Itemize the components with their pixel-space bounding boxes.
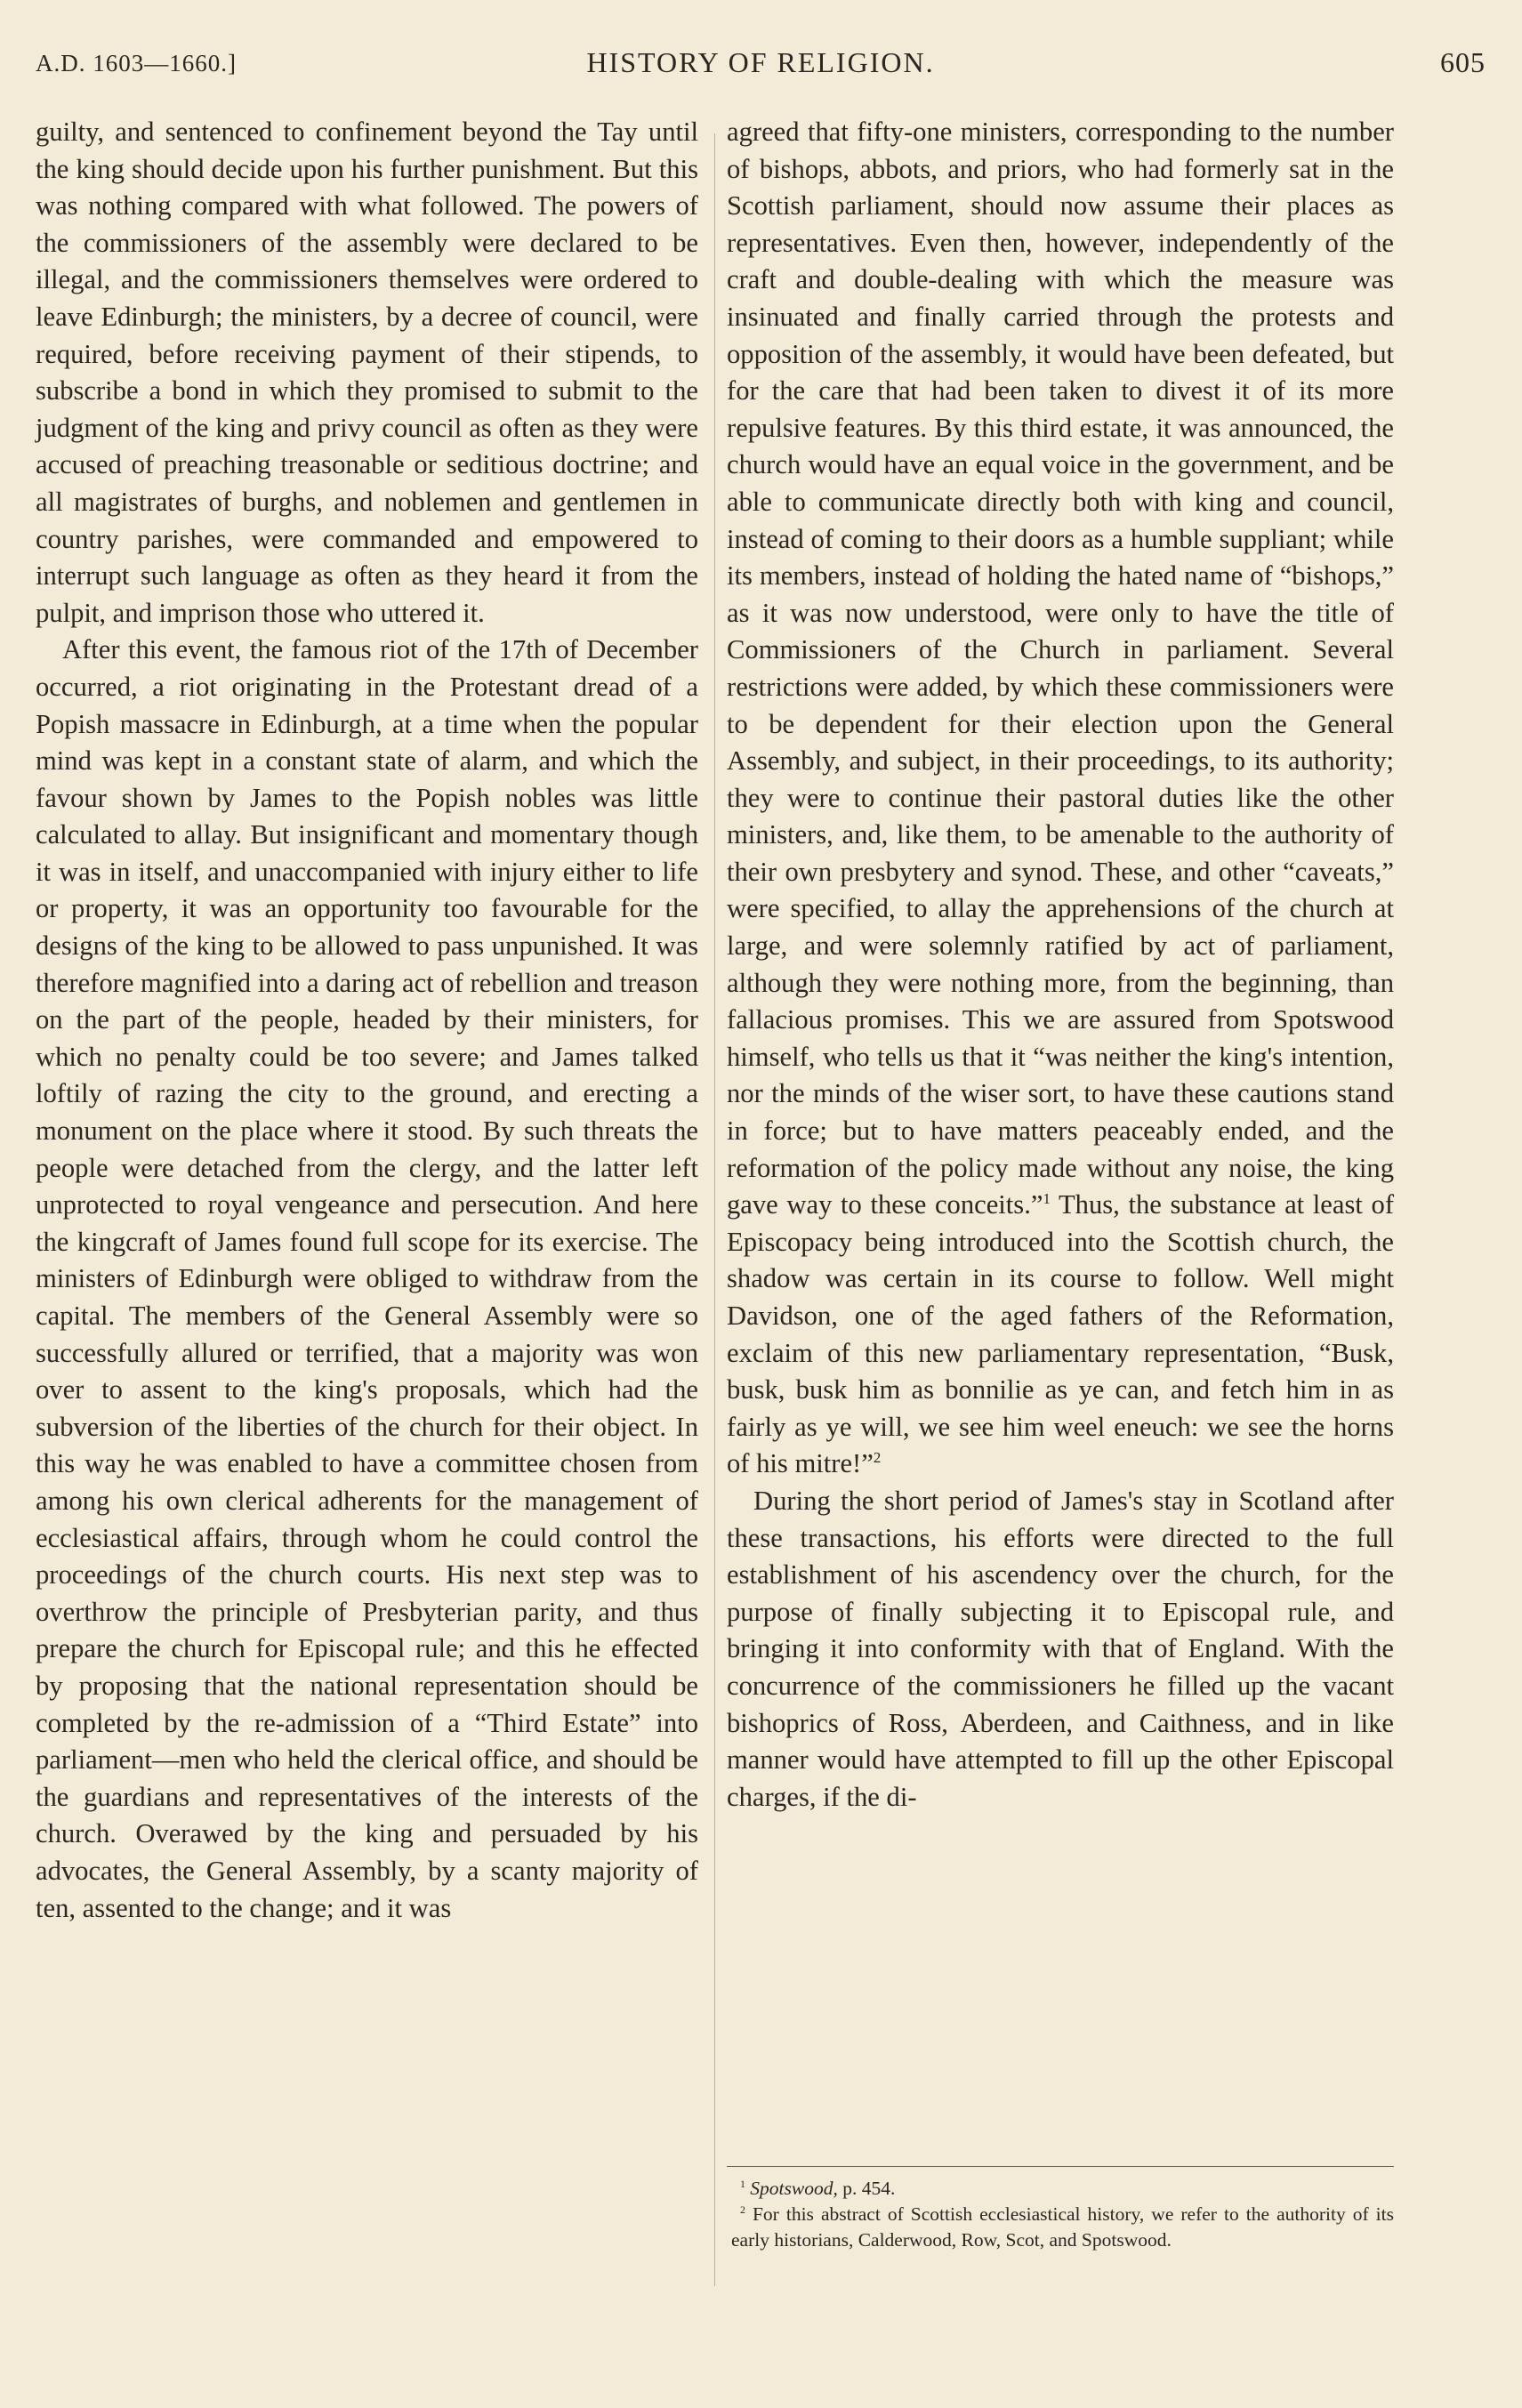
footnote-mark: 2 [740, 2203, 745, 2216]
footnote-1 [731, 2176, 1394, 2202]
footnote-mark: 1 [740, 2177, 745, 2190]
footnote-text: p. 454. [837, 2178, 896, 2199]
left-column [36, 114, 698, 1927]
footnote-text: For this abstract of Scottish ecclesiastical history, we refer to the authority of its early historians, Calderwood, Row, Scot, and Spotswood. [731, 2203, 1394, 2251]
paragraph: During the short period of James's stay in Scotland after these transactions, his efforts were directed to the full establishment of his ascendency over the church, for the purpose of finally subjecting it to Episcopal rule, and bringing it into conformity with that of England. With the concurrence of the commissioners he filled up the vacant bishoprics of Ross, Aberdeen, and Caithness, and in like manner would have attempted to fill up the other Episcopal charges, if the di- [727, 1485, 1394, 1812]
running-head [36, 46, 1486, 82]
paragraph-text: agreed that fifty-one ministers, corresponding to the number of bishops, abbots, and priors, who had formerly sat in the Scottish parliament, should now assume their places as representatives. Even then, however, independently of the craft and double-dealing with which the measure was insinuated and finally carried through the protests and opposition of the assembly, it would have been defeated, but for the care that had been taken to divest it of its more repulsive features. By this third estate, it was announced, the church would have an equal voice in the government, and be able to communicate directly both with king and council, instead of coming to their doors as a humble suppliant; while its members, instead of holding the hated name of “bishops,” as it was now understood, were only to have the title of Commissioners of the Church in parliament. Several restrictions were added, by which these commissioners were to be dependent for their election upon the General Assembly, and subject, in their proceedings, to its authority; they were to continue their pastoral duties like the other ministers, and, like them, to be amenable to the authority of their own presbytery and synod. These, and other “caveats,” were specified, to allay the apprehensions of the church at large, and were solemnly ratified by act of parliament, although they were nothing more, from the beginning, than fallacious promises. This we are assured from Spotswood himself, who tells us that it “was neither the king's intention, nor the minds of the wiser sort, to have these cautions stand in force; but to have matters peaceably ended, and the reformation of the policy made without any noise, the king gave way to these conceits.” [727, 117, 1394, 1220]
right-column [727, 114, 1394, 1816]
page-title: HISTORY OF RELIGION. [586, 46, 935, 78]
paragraph: After this event, the famous riot of the 17th of December occurred, a riot originating in the Protestant dread of a Popish massacre in Edinburgh, at a time when the popular mind was kept in a constant state of alarm, and which the favour shown by James to the Popish nobles was little calculated to allay. But insignificant and momentary though it was in itself, and unaccompanied with injury either to life or property, it was an opportunity too favourable for the designs of the king to be allowed to pass unpunished. It was therefore magnified into a daring act of rebellion and treason on the part of the people, headed by their ministers, for which no penalty could be too severe; and James talked loftily of razing the city to the ground, and erecting a monument on the place where it stood. By such threats the people were detached from the clergy, and the latter left unprotected to royal vengeance and persecution. And here the kingcraft of James found full scope for its exercise. The ministers of Edinburgh were obliged to withdraw from the capital. The members of the General Assembly were so successfully allured or terrified, that a majority was won over to assent to the king's proposals, which had the subversion of the liberties of the church for their object. In this way he was enabled to have a committee chosen from among his own clerical adherents for the management of ecclesiastical affairs, through whom he could control the proceedings of the church courts. His next step was to overthrow the principle of Presbyterian parity, and thus prepare the church for Episcopal rule; and this he effected by proposing that the national representation should be completed by the re-admission of a “Third Estate” into parliament—men who held the clerical office, and should be the guardians and representatives of the interests of the church. Overawed by the king and persuaded by his advocates, the General Assembly, by a scanty majority of ten, assented to the change; and it was [36, 634, 698, 1923]
date-range: A.D. 1603—1660.] [36, 50, 237, 77]
footnote-2 [731, 2202, 1394, 2253]
footnote-source: Spotswood, [750, 2178, 838, 2199]
footnotes [731, 2176, 1394, 2253]
column-divider [714, 133, 715, 2286]
footnote-ref: 1 [1043, 1190, 1051, 1208]
paragraph: guilty, and sentenced to confinement beyond the Tay until the king should decide upon his further punishment. But this was nothing compared with what followed. The powers of the commissioners of the assembly were declared to be illegal, and the commissioners themselves were ordered to leave Edinburgh; the ministers, by a decree of council, were required, before receiving payment of their stipends, to subscribe a bond in which they promised to submit to the judgment of the king and privy council as often as they were accused of preaching treasonable or seditious doctrine; and all magistrates of burghs, and noblemen and gentlemen in country parishes, were commanded and empowered to interrupt such language as often as they heard it from the pulpit, and imprison those who uttered it. [36, 117, 698, 628]
paragraph [727, 114, 1394, 1483]
page-number: 605 [1440, 46, 1486, 78]
footnote-rule [727, 2166, 1394, 2167]
paragraph-text: Thus, the substance at least of Episcopacy being introduced into the Scottish church, the shadow was certain in its course to follow. Well might Davidson, one of the aged fathers of the Reformation, exclaim of this new parliamentary representation, “Busk, busk, busk him as bonnilie as ye can, and fetch him in as fairly as ye will, we see him weel eneuch: we see the horns of his mitre!” [727, 1189, 1395, 1479]
footnote-ref: 2 [873, 1449, 882, 1467]
